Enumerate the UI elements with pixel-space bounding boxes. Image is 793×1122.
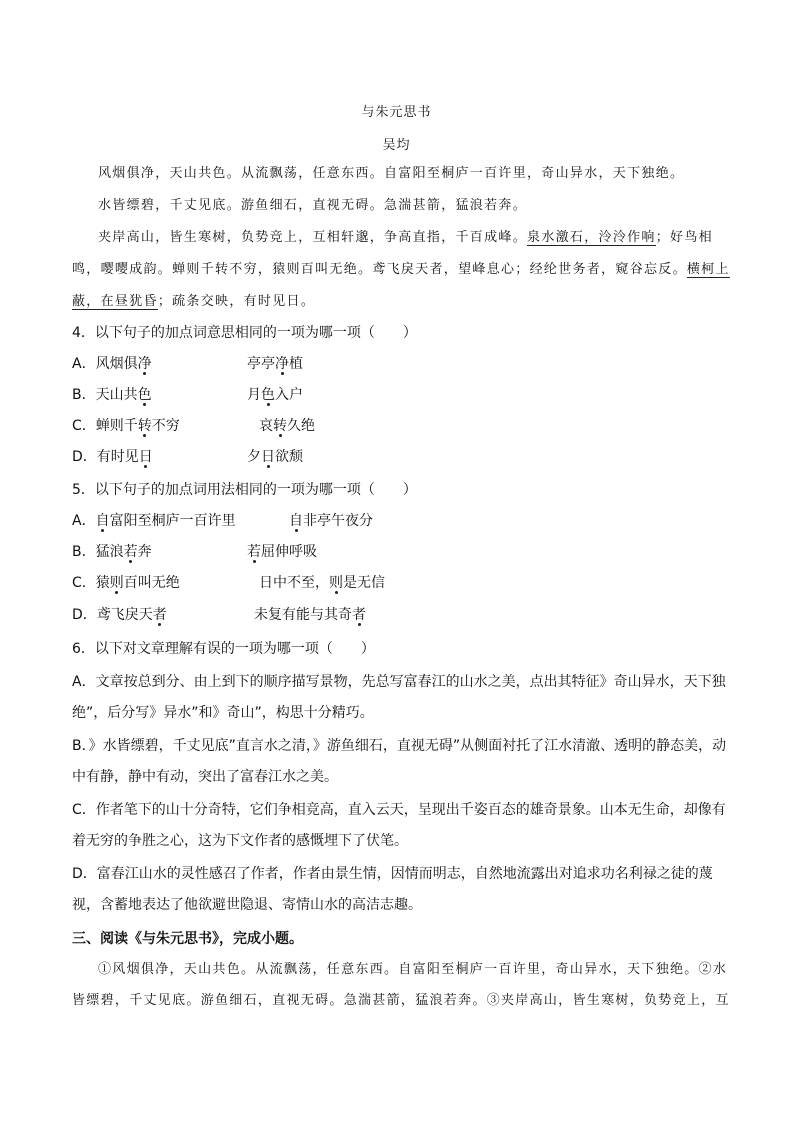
option-text: 哀 bbox=[259, 418, 273, 434]
passage-text-segment: 夹岸高山，皆生寒树，负势竞上，互相轩邈，争高直指，千百成峰。 bbox=[98, 230, 528, 245]
q5-option-d bbox=[72, 600, 366, 631]
comparison-phrase bbox=[247, 349, 303, 380]
q5-option-a bbox=[72, 506, 373, 537]
option-letter: C． bbox=[72, 418, 96, 434]
option-text: 蝉则千 bbox=[95, 418, 138, 434]
dotted-character: 日 bbox=[138, 449, 153, 465]
option-letter: A． bbox=[72, 513, 96, 529]
q4-option-b bbox=[72, 380, 303, 411]
option-text: 有时见 bbox=[96, 449, 139, 465]
comparison-phrase bbox=[254, 600, 366, 631]
option-text: 日中不至， bbox=[259, 575, 329, 591]
passage-paragraph-3 bbox=[72, 222, 732, 318]
dotted-character: 则 bbox=[329, 575, 343, 591]
q6-option-c: C．作者笔下的山十分奇特，它们争相竞高，直入云天，呈现出千姿百态的雄奇景象。山本无生命，却像有着无穷的争胜之心，这为下文作者的感慨埋下了伏笔。 bbox=[72, 802, 726, 849]
dotted-character: 净 bbox=[137, 356, 152, 372]
question-4-stem: 4．以下句子的加点词意思相同的一项为哪一项（ ） bbox=[72, 325, 417, 341]
option-text: 植 bbox=[289, 356, 303, 372]
underlined-phrase: 在昼犹昏 bbox=[100, 294, 158, 309]
dotted-character: 色 bbox=[261, 387, 275, 403]
option-text: 欲颓 bbox=[275, 449, 303, 465]
option-text: 未复有能与其奇 bbox=[254, 607, 352, 623]
passage-text-segment: ；好鸟相鸣，嘤嘤成韵。蝉则千转不穷，猿则百叫无绝。鸢飞戾天者，望峰息心；经纶世务者，窥谷忘反。 bbox=[72, 230, 713, 277]
option-text: 入户 bbox=[275, 387, 303, 403]
section-3-passage-text: ①风烟俱净，天山共色。从流飘荡，任意东西。自富阳至桐庐一百许里，奇山异水，天下独绝。②水皆缥碧，千丈见底。游鱼细石，直视无碍。急湍甚箭，猛浪若奔。③夹岸高山，皆生寒树，负势竞上，互 bbox=[72, 962, 730, 1008]
q6-option-b: B．》水皆缥碧，千丈见底”直言水之清，》游鱼细石，直视无碍”从侧面衬托了江水清澈、透明的静态美，动中有静，静中有动，突出了富春江水之美。 bbox=[72, 738, 727, 785]
underlined-phrase: 横柯上蔽， bbox=[72, 262, 730, 309]
option-letter: B． bbox=[72, 544, 96, 560]
option-text: 非亭午夜分 bbox=[303, 513, 373, 529]
comparison-phrase bbox=[259, 411, 315, 442]
q5-option-b bbox=[72, 537, 317, 568]
dotted-character: 自 bbox=[95, 513, 110, 529]
option-text: 月 bbox=[247, 387, 261, 403]
q6-option-d: D．富春江山水的灵性感召了作者，作者由景生情，因情而明志，自然地流露出对追求功名利禄之徒的蔑视，含蓄地表达了他欲避世隐退、寄情山水的高洁志趣。 bbox=[72, 866, 713, 913]
q4-option-a bbox=[72, 349, 303, 380]
option-text: 猿 bbox=[95, 575, 110, 591]
passage-text bbox=[72, 158, 732, 318]
option-text: 天山共 bbox=[95, 387, 138, 403]
section-3-passage bbox=[72, 954, 732, 1016]
passage-paragraph-1: 风烟俱净，天山共色。从流飘荡，任意东西。自富阳至桐庐一百许里，奇山异水，天下独绝。 bbox=[98, 166, 685, 181]
option-text: 夕 bbox=[247, 449, 261, 465]
dotted-character: 者 bbox=[352, 607, 366, 623]
option-text: 猛浪 bbox=[95, 544, 124, 560]
passage-title: 与朱元思书 bbox=[361, 105, 432, 120]
passage-text-segment: ；疏条交映，有时见日。 bbox=[157, 294, 316, 309]
option-text: 风烟俱 bbox=[95, 356, 138, 372]
option-letter: A． bbox=[72, 356, 96, 372]
dotted-character: 转 bbox=[137, 418, 152, 434]
option-text: 久绝 bbox=[287, 418, 315, 434]
dotted-character: 色 bbox=[137, 387, 152, 403]
comparison-phrase bbox=[247, 537, 317, 568]
dotted-character: 若 bbox=[247, 544, 261, 560]
option-letter: D． bbox=[72, 449, 97, 465]
underlined-phrase: 泉水激石，泠泠作响 bbox=[527, 230, 656, 245]
passage-paragraph-2: 水皆缥碧，千丈见底。游鱼细石，直视无碍。急湍甚箭，猛浪若奔。 bbox=[98, 198, 528, 213]
option-text: 百叫无绝 bbox=[123, 575, 180, 591]
dotted-character: 净 bbox=[275, 356, 289, 372]
q4-option-d bbox=[72, 442, 303, 473]
comparison-phrase bbox=[247, 380, 303, 411]
question-6-stem: 6．以下对文章理解有误的一项为哪一项（ ） bbox=[72, 641, 375, 657]
dotted-character: 转 bbox=[273, 418, 287, 434]
option-text: 富阳至桐庐一百许里 bbox=[109, 513, 236, 529]
comparison-phrase bbox=[247, 442, 303, 473]
dotted-character: 日 bbox=[261, 449, 275, 465]
option-text: 鸢飞戾天 bbox=[96, 607, 153, 623]
q5-option-c bbox=[72, 568, 385, 599]
option-text: 奔 bbox=[137, 544, 152, 560]
dotted-character: 者 bbox=[152, 607, 167, 623]
option-text: 亭亭 bbox=[247, 356, 275, 372]
passage-author: 吴均 bbox=[382, 138, 411, 153]
question-5-stem: 5．以下句子的加点词用法相同的一项为哪一项（ ） bbox=[72, 482, 417, 498]
option-text: 屈伸呼吸 bbox=[261, 544, 317, 560]
dotted-character: 若 bbox=[123, 544, 138, 560]
dotted-character: 则 bbox=[109, 575, 124, 591]
section-3-heading: 三、阅读《与朱元思书》，完成小题。 bbox=[72, 931, 303, 947]
option-letter: C． bbox=[72, 575, 96, 591]
q6-option-a: A．文章按总到分、由上到下的顺序描写景物，先总写富春江的山水之美，点出其特征》奇山异水，天下独绝”，后分写》异水”和》奇山”，构思十分精巧。 bbox=[72, 674, 726, 721]
comparison-phrase bbox=[289, 506, 373, 537]
comparison-phrase bbox=[259, 568, 385, 599]
option-letter: D． bbox=[72, 607, 97, 623]
option-text: 不穷 bbox=[151, 418, 180, 434]
q4-option-c bbox=[72, 411, 315, 442]
dotted-character: 自 bbox=[289, 513, 303, 529]
option-text: 是无信 bbox=[343, 575, 385, 591]
option-letter: B． bbox=[72, 387, 96, 403]
